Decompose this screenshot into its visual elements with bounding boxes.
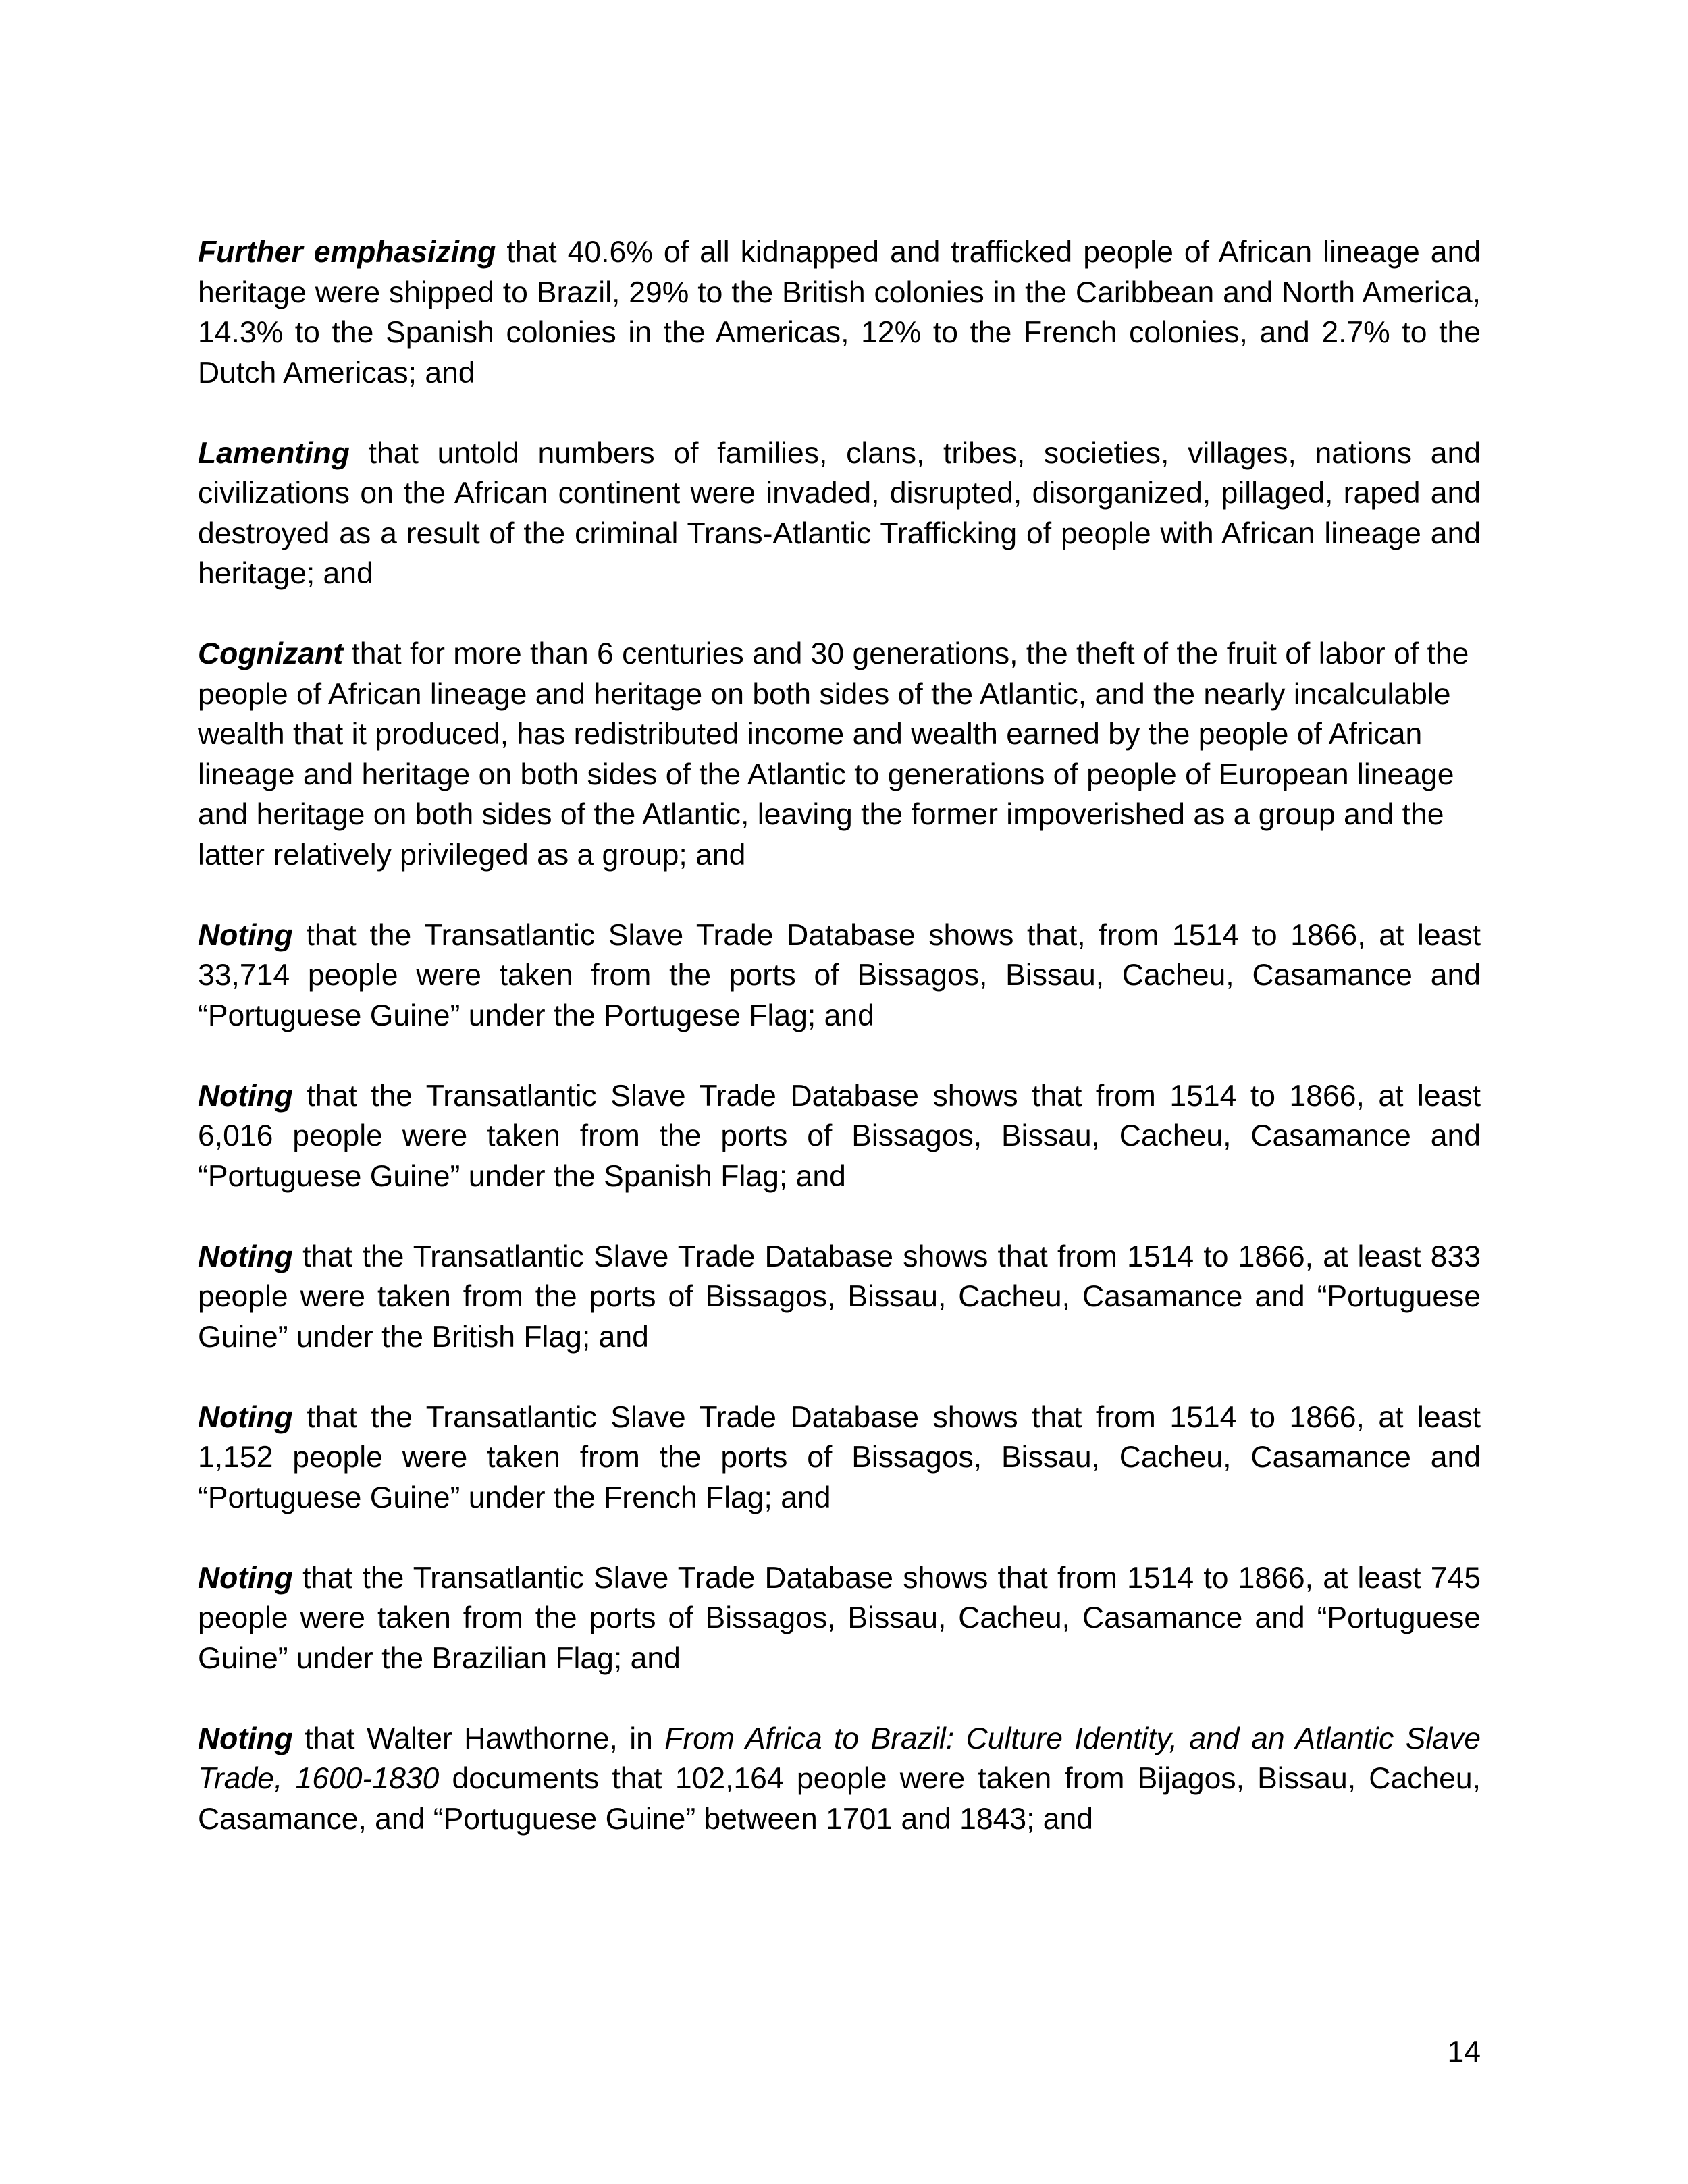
paragraph-text: that for more than 6 centuries and 30 generations, the theft of the fruit of labor of the people of African lineage and heritage on both sides of the Atlantic, and the nearly incalculable wealth that it produced, has redistributed income and wealth earned by the people of African lineage and heritage on both sides of the Atlantic to generations of people of European lineage and heritage on both sides of the Atlantic, leaving the former impoverished as a group and the latter relatively privileged as a group; and [198, 637, 1469, 872]
paragraph-text: that Walter Hawthorne, in [292, 1722, 665, 1755]
paragraph-cognizant [198, 634, 1481, 875]
paragraph-text: that the Transatlantic Slave Trade Database shows that from 1514 to 1866, at least 745 people were taken from the ports of Bissagos, Bissau, Cacheu, Casamance and “Portuguese Guine” under the Brazilian Flag; and [198, 1561, 1481, 1675]
paragraph-lead: Noting [198, 918, 293, 952]
book-title: From Africa to Brazil: Culture Identity, and an Atlantic Slave Trade, 1600-1830 [198, 1722, 1481, 1795]
paragraph-lead: Noting [198, 1240, 293, 1273]
paragraph-text: that the Transatlantic Slave Trade Database shows that, from 1514 to 1866, at least 33,714 people were taken from the ports of Bissagos, Bissau, Cacheu, Casamance and “Portuguese Guine” under the Portugese Flag; and [198, 918, 1481, 1032]
paragraph-text: documents that 102,164 people were taken from Bijagos, Bissau, Cacheu, Casamance, and “Portuguese Guine” between 1701 and 1843; and [198, 1762, 1481, 1836]
paragraph-noting-portuguese-flag [198, 915, 1481, 1036]
paragraph-lead: Cognizant [198, 637, 344, 670]
paragraph-text: that the Transatlantic Slave Trade Database shows that from 1514 to 1866, at least 1,152 people were taken from the ports of Bissagos, Bissau, Cacheu, Casamance and “Portuguese Guine” under the French Flag; and [198, 1400, 1481, 1514]
page-number: 14 [1447, 2035, 1481, 2069]
paragraph-lead: Noting [198, 1722, 293, 1755]
paragraph-text: that 40.6% of all kidnapped and trafficked people of African lineage and heritage were shipped to Brazil, 29% to the British colonies in the Caribbean and North America, 14.3% to the Spanish colonies in the Americas, 12% to the French colonies, and 2.7% to the Dutch Americas; and [198, 236, 1481, 390]
paragraph-text: that the Transatlantic Slave Trade Database shows that from 1514 to 1866, at least 6,016 people were taken from the ports of Bissagos, Bissau, Cacheu, Casamance and “Portuguese Guine” under the Spanish Flag; and [198, 1079, 1481, 1193]
paragraph-lead: Noting [198, 1561, 293, 1595]
paragraph-noting-british-flag [198, 1237, 1481, 1358]
document-body [198, 232, 1481, 1880]
paragraph-lamenting [198, 433, 1481, 594]
paragraph-noting-brazilian-flag [198, 1558, 1481, 1679]
paragraph-text: that the Transatlantic Slave Trade Database shows that from 1514 to 1866, at least 833 people were taken from the ports of Bissagos, Bissau, Cacheu, Casamance and “Portuguese Guine” under the British Flag; and [198, 1240, 1481, 1354]
paragraph-text: that untold numbers of families, clans, tribes, societies, villages, nations and civilizations on the African continent were invaded, disrupted, disorganized, pillaged, raped and destroyed as a result of the criminal Trans-Atlantic Trafficking of people with African lineage and heritage; and [198, 436, 1481, 590]
paragraph-lead: Further emphasizing [198, 236, 496, 269]
paragraph-lead: Noting [198, 1079, 293, 1113]
paragraph-lead: Noting [198, 1400, 293, 1434]
paragraph-further-emphasizing [198, 232, 1481, 393]
paragraph-noting-french-flag [198, 1397, 1481, 1518]
paragraph-lead: Lamenting [198, 436, 350, 470]
paragraph-noting-hawthorne [198, 1719, 1481, 1840]
paragraph-noting-spanish-flag [198, 1076, 1481, 1197]
